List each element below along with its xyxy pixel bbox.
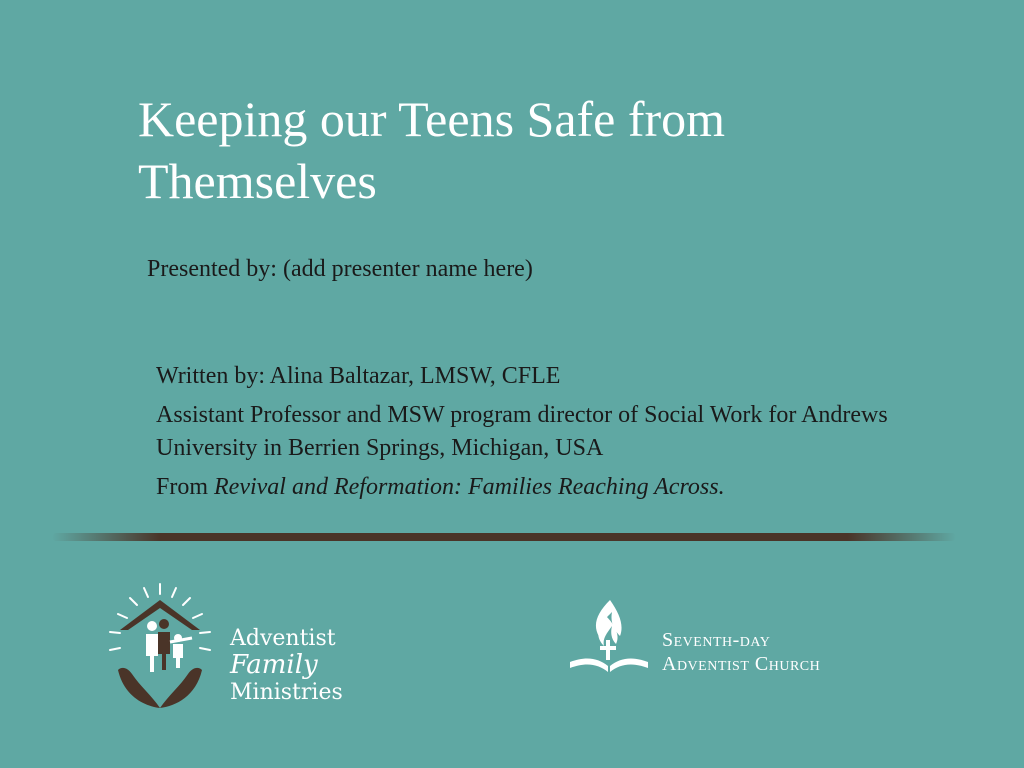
family-ministries-emblem-icon: [104, 578, 224, 718]
afm-ministries-word: Ministries: [230, 680, 343, 705]
adventist-family-ministries-logo: [104, 578, 424, 718]
presenter-line: Presented by: (add presenter name here): [147, 256, 533, 282]
sda-wordmark: [662, 628, 820, 676]
sda-line-1: Seventh-day: [662, 629, 771, 651]
author-line: Written by: Alina Baltazar, LMSW, CFLE: [156, 363, 561, 389]
sda-line-2: Adventist Church: [662, 653, 821, 675]
credits-block: [156, 360, 916, 510]
afm-family-word: Family: [230, 650, 318, 680]
source-line: [156, 471, 916, 504]
source-prefix: From: [156, 474, 215, 500]
afm-wordmark: [230, 626, 424, 706]
source-title: Revival and Reformation: Families Reaching Across.: [214, 474, 725, 500]
afm-line-1: Adventist: [230, 626, 336, 651]
slide-title: Keeping our Teens Safe from Themselves: [138, 91, 726, 209]
seventh-day-adventist-logo: [566, 596, 886, 686]
author-position: Assistant Professor and MSW program director of Social Work for Andrews University in Berrien Springs, Michigan, USA: [156, 402, 888, 461]
sda-flame-bible-icon: [566, 596, 652, 676]
afm-line-2: [230, 652, 424, 706]
divider-bar: [52, 533, 956, 541]
